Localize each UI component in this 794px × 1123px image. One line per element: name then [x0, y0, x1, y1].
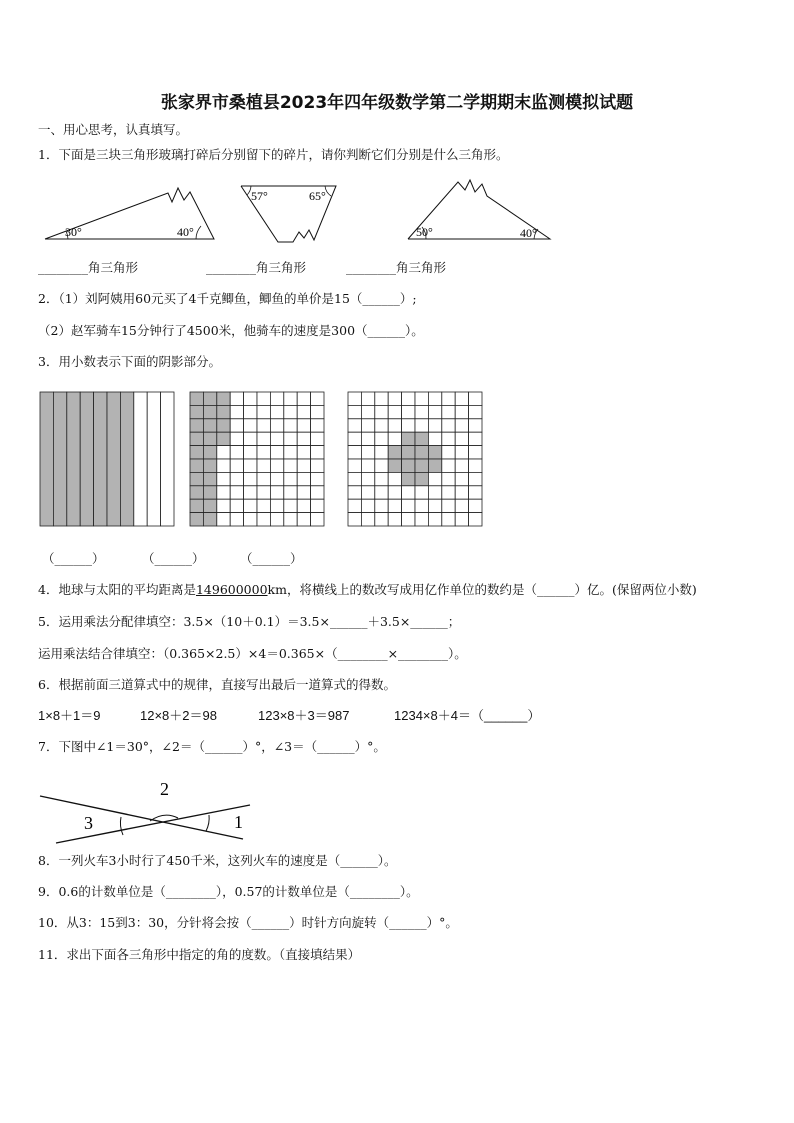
grid-cell — [311, 499, 324, 512]
grid-cell — [388, 472, 401, 485]
grid-cell — [469, 405, 482, 418]
grid-cell — [284, 513, 297, 526]
grid-cell — [230, 472, 243, 485]
grid-cell — [348, 499, 361, 512]
grid-cell — [284, 472, 297, 485]
grid-cell — [217, 459, 230, 472]
grid-cell — [311, 486, 324, 499]
grid-cell — [428, 432, 441, 445]
grid-cell — [244, 486, 257, 499]
grid-cell — [388, 499, 401, 512]
grid-cell — [217, 472, 230, 485]
grid-cell — [375, 419, 388, 432]
grid-cell — [469, 472, 482, 485]
grid-cell — [190, 392, 203, 405]
grid-cell — [469, 432, 482, 445]
grid-cell — [297, 513, 310, 526]
grid-cell — [190, 513, 203, 526]
grid-cell — [217, 392, 230, 405]
grid-cell — [469, 419, 482, 432]
question-11: 11．求出下面各三角形中指定的角的度数。（直接填结果） — [38, 947, 361, 962]
grid-cell — [311, 446, 324, 459]
grid-cell — [455, 432, 468, 445]
grid-cell — [217, 499, 230, 512]
grid-cell — [297, 459, 310, 472]
grid-cell — [244, 446, 257, 459]
q3-answer-3[interactable]: （______） — [240, 551, 303, 566]
grid-cell — [257, 499, 270, 512]
grid-cell — [361, 419, 374, 432]
grid-cell — [402, 499, 415, 512]
grid-cell — [388, 486, 401, 499]
grid-strip — [94, 392, 107, 526]
question-2-part-2: （2）赵军骑车15分钟行了4500米，他骑车的速度是300（______）。 — [38, 323, 424, 338]
section-heading: 一、用心思考，认真填写。 — [38, 122, 189, 137]
grid-cell — [284, 486, 297, 499]
grid-cell — [402, 392, 415, 405]
grid-cell — [270, 432, 283, 445]
grid-cell — [190, 472, 203, 485]
grid-cell — [190, 419, 203, 432]
grid-cell — [244, 405, 257, 418]
fragment-2-angle-right: 65° — [309, 189, 326, 203]
grid-cell — [415, 459, 428, 472]
grid-cell — [455, 392, 468, 405]
grid-cell — [402, 419, 415, 432]
question-3: 3．用小数表示下面的阴影部分。 — [38, 354, 221, 369]
grid-cell — [190, 499, 203, 512]
grid-cell — [190, 432, 203, 445]
grid-cell — [203, 472, 216, 485]
grid-cell — [257, 486, 270, 499]
grid-cell — [230, 405, 243, 418]
fragment-3-angle-right: 40° — [520, 226, 537, 240]
grid-cell — [428, 459, 441, 472]
grid-cell — [244, 419, 257, 432]
grid-cell — [257, 446, 270, 459]
grid-cell — [361, 432, 374, 445]
fragment-1 — [45, 188, 214, 239]
grid-cell — [244, 513, 257, 526]
grid-cell — [455, 499, 468, 512]
q4-text-post: km，将横线上的数改写成用亿作单位的数约是（______）亿。(保留两位小数) — [267, 582, 697, 597]
grid-cell — [415, 486, 428, 499]
grid-cell — [203, 405, 216, 418]
grid-cell — [230, 446, 243, 459]
grid-cell — [442, 513, 455, 526]
grid-cell — [455, 405, 468, 418]
fragment-3 — [408, 180, 550, 240]
grid-cell — [284, 499, 297, 512]
grid-cell — [203, 459, 216, 472]
grid-cell — [402, 446, 415, 459]
grid-cell — [428, 446, 441, 459]
grid-cell — [442, 405, 455, 418]
angle-1-label: 1 — [234, 812, 243, 832]
grid-cell — [455, 419, 468, 432]
grid-cell — [361, 513, 374, 526]
grid-cell — [270, 405, 283, 418]
grid-cell — [190, 486, 203, 499]
grid-strip — [107, 392, 120, 526]
grid-cell — [244, 392, 257, 405]
grid-cell — [257, 513, 270, 526]
angle-3-label: 3 — [84, 813, 93, 833]
grid-cell — [442, 486, 455, 499]
question-9: 9．0.6的计数单位是（________），0.57的计数单位是（________）。 — [38, 884, 419, 899]
grid-cell — [361, 459, 374, 472]
grid-cell — [428, 486, 441, 499]
grid-cell — [257, 432, 270, 445]
grid-cell — [217, 432, 230, 445]
grid-cell — [348, 486, 361, 499]
grid-cell — [402, 405, 415, 418]
grid-cell — [375, 513, 388, 526]
grid-cell — [375, 472, 388, 485]
grid-cell — [442, 432, 455, 445]
grid-cell — [244, 472, 257, 485]
q6-equation-3: 123×8＋3＝987 — [258, 708, 350, 723]
grid-strip — [147, 392, 160, 526]
angle-2-label: 2 — [160, 779, 169, 799]
grid-cell — [361, 472, 374, 485]
grid-cell — [257, 419, 270, 432]
grid-cell — [230, 513, 243, 526]
grid-cell — [203, 432, 216, 445]
grid-cell — [270, 486, 283, 499]
grid-cell — [244, 499, 257, 512]
grid-cell — [297, 499, 310, 512]
grid-cell — [203, 499, 216, 512]
grid-cell — [190, 459, 203, 472]
grid-cell — [257, 392, 270, 405]
question-10: 10．从3：15到3：30，分针将会按（______）时针方向旋转（______）°。 — [38, 915, 458, 930]
grid-cell — [348, 405, 361, 418]
grid-cell — [388, 419, 401, 432]
grid-cell — [311, 459, 324, 472]
grid-cell — [388, 513, 401, 526]
grid-cell — [270, 513, 283, 526]
grid-cell — [311, 513, 324, 526]
grid-cell — [415, 405, 428, 418]
grid-cell — [230, 486, 243, 499]
fragment-2-angle-left: 57° — [251, 189, 268, 203]
q1-answer-3[interactable]: ________角三角形 — [346, 260, 447, 275]
grid-cell — [361, 499, 374, 512]
grid-strip — [120, 392, 133, 526]
grid-cell — [311, 432, 324, 445]
grid-cell — [388, 459, 401, 472]
grid-cell — [190, 446, 203, 459]
grid-cell — [455, 486, 468, 499]
grid-cell — [297, 432, 310, 445]
grid-cell — [284, 459, 297, 472]
grid-cell — [311, 392, 324, 405]
grid-cell — [402, 432, 415, 445]
grid-cell — [375, 392, 388, 405]
grid-cell — [230, 499, 243, 512]
page-title: 张家界市桑植县2023年四年级数学第二学期期末监测模拟试题 — [160, 93, 634, 113]
grid-cell — [415, 513, 428, 526]
grid-cell — [375, 405, 388, 418]
grid-cell — [361, 405, 374, 418]
grid-cell — [230, 392, 243, 405]
grid-cell — [270, 392, 283, 405]
grid-cell — [428, 499, 441, 512]
grid-strip — [67, 392, 80, 526]
grid-cell — [442, 392, 455, 405]
grid-cell — [270, 419, 283, 432]
q1-answer-1[interactable]: ________角三角形 — [38, 260, 139, 275]
grid-hundredths-b — [348, 392, 482, 526]
grid-cell — [402, 459, 415, 472]
grid-strip — [40, 392, 53, 526]
grid-cell — [415, 392, 428, 405]
grid-cell — [348, 432, 361, 445]
grid-cell — [284, 392, 297, 405]
question-1: 1．下面是三块三角形玻璃打碎后分别留下的碎片，请你判断它们分别是什么三角形。 — [38, 147, 509, 162]
grid-cell — [244, 459, 257, 472]
grid-hundredths-a — [190, 392, 324, 526]
question-7: 7．下图中∠1＝30°，∠2＝（______）°，∠3＝（______）°。 — [38, 739, 386, 754]
grid-cell — [402, 472, 415, 485]
grid-cell — [297, 405, 310, 418]
grid-cell — [442, 499, 455, 512]
fragment-2 — [241, 186, 336, 242]
grid-cell — [217, 486, 230, 499]
grid-cell — [388, 405, 401, 418]
grid-cell — [415, 472, 428, 485]
grid-cell — [415, 446, 428, 459]
grid-cell — [375, 486, 388, 499]
grid-cell — [203, 419, 216, 432]
grid-cell — [297, 472, 310, 485]
fragment-1-angle-left: 30° — [65, 225, 82, 239]
grid-cell — [230, 459, 243, 472]
grid-strip — [134, 392, 147, 526]
grid-cell — [402, 486, 415, 499]
grid-cell — [217, 405, 230, 418]
grid-cell — [455, 513, 468, 526]
grid-cell — [375, 499, 388, 512]
intersecting-lines-figure — [38, 775, 258, 847]
grid-cell — [284, 419, 297, 432]
grid-cell — [230, 432, 243, 445]
grid-strip — [161, 392, 174, 526]
grid-cell — [284, 446, 297, 459]
grid-cell — [442, 446, 455, 459]
grid-cell — [428, 472, 441, 485]
grid-cell — [469, 513, 482, 526]
grid-cell — [244, 432, 257, 445]
grid-cell — [203, 392, 216, 405]
q4-underlined-number: 149600000 — [195, 582, 268, 597]
grid-cell — [311, 419, 324, 432]
grid-cell — [203, 486, 216, 499]
question-8: 8．一列火车3小时行了450千米，这列火车的速度是（______）。 — [38, 853, 397, 868]
grid-cell — [270, 459, 283, 472]
grid-cell — [311, 405, 324, 418]
grid-cell — [190, 405, 203, 418]
grid-cell — [257, 472, 270, 485]
grid-cell — [442, 419, 455, 432]
grid-cell — [455, 459, 468, 472]
grid-cell — [361, 446, 374, 459]
grid-cell — [230, 419, 243, 432]
grid-cell — [297, 486, 310, 499]
grid-cell — [428, 405, 441, 418]
grid-cell — [469, 459, 482, 472]
grid-cell — [284, 405, 297, 418]
grid-cell — [415, 499, 428, 512]
q4-text-pre: 4．地球与太阳的平均距离是 — [38, 582, 196, 597]
q6-equation-2: 12×8＋2＝98 — [140, 708, 217, 723]
triangle-fragments-figure — [38, 178, 558, 248]
grid-cell — [348, 419, 361, 432]
question-2-part-1: 2．（1）刘阿姨用60元买了4千克鲫鱼，鲫鱼的单价是15（______）; — [38, 291, 417, 306]
grid-cell — [297, 392, 310, 405]
grid-cell — [375, 459, 388, 472]
grid-cell — [455, 472, 468, 485]
grid-cell — [217, 419, 230, 432]
grid-cell — [270, 472, 283, 485]
question-4 — [38, 582, 697, 598]
grid-cell — [402, 513, 415, 526]
grid-cell — [217, 513, 230, 526]
grid-cell — [428, 513, 441, 526]
grid-cell — [415, 432, 428, 445]
grid-cell — [297, 446, 310, 459]
grid-cell — [361, 392, 374, 405]
grid-cell — [469, 446, 482, 459]
grid-cell — [348, 472, 361, 485]
grid-cell — [415, 419, 428, 432]
grid-strip — [80, 392, 93, 526]
fragment-3-angle-left: 50° — [416, 225, 433, 239]
grid-cell — [348, 392, 361, 405]
question-6: 6．根据前面三道算式中的规律，直接写出最后一道算式的得数。 — [38, 677, 396, 692]
q3-answer-1[interactable]: （______） — [42, 551, 105, 566]
grid-cell — [375, 432, 388, 445]
fragment-1-angle-right: 40° — [177, 225, 194, 239]
grid-cell — [361, 486, 374, 499]
q6-equation-4[interactable]: 1234×8＋4＝（______） — [394, 708, 541, 723]
grid-tenths — [40, 392, 174, 526]
grid-cell — [270, 499, 283, 512]
grid-cell — [375, 446, 388, 459]
grid-cell — [257, 405, 270, 418]
grid-cell — [442, 459, 455, 472]
question-5-line-2: 运用乘法结合律填空：（0.365×2.5）×4＝0.365×（________×________）。 — [38, 646, 467, 661]
grid-cell — [217, 446, 230, 459]
grid-cell — [348, 513, 361, 526]
grid-cell — [469, 486, 482, 499]
decimal-grids-figure — [38, 390, 490, 530]
grid-cell — [311, 472, 324, 485]
q1-answer-2[interactable]: ________角三角形 — [206, 260, 307, 275]
grid-cell — [388, 446, 401, 459]
grid-strip — [53, 392, 66, 526]
grid-cell — [388, 432, 401, 445]
grid-cell — [297, 419, 310, 432]
q6-equation-1: 1×8＋1＝9 — [38, 708, 101, 723]
q3-answer-2[interactable]: （______） — [142, 551, 205, 566]
grid-cell — [348, 446, 361, 459]
grid-cell — [428, 392, 441, 405]
question-5-line-1: 5．运用乘法分配律填空：3.5×（10＋0.1）＝3.5×______＋3.5×______； — [38, 614, 461, 629]
grid-cell — [203, 513, 216, 526]
grid-cell — [388, 392, 401, 405]
grid-cell — [348, 459, 361, 472]
grid-cell — [270, 446, 283, 459]
grid-cell — [284, 432, 297, 445]
grid-cell — [442, 472, 455, 485]
grid-cell — [428, 419, 441, 432]
grid-cell — [257, 459, 270, 472]
grid-cell — [469, 392, 482, 405]
grid-cell — [469, 499, 482, 512]
grid-cell — [455, 446, 468, 459]
grid-cell — [203, 446, 216, 459]
